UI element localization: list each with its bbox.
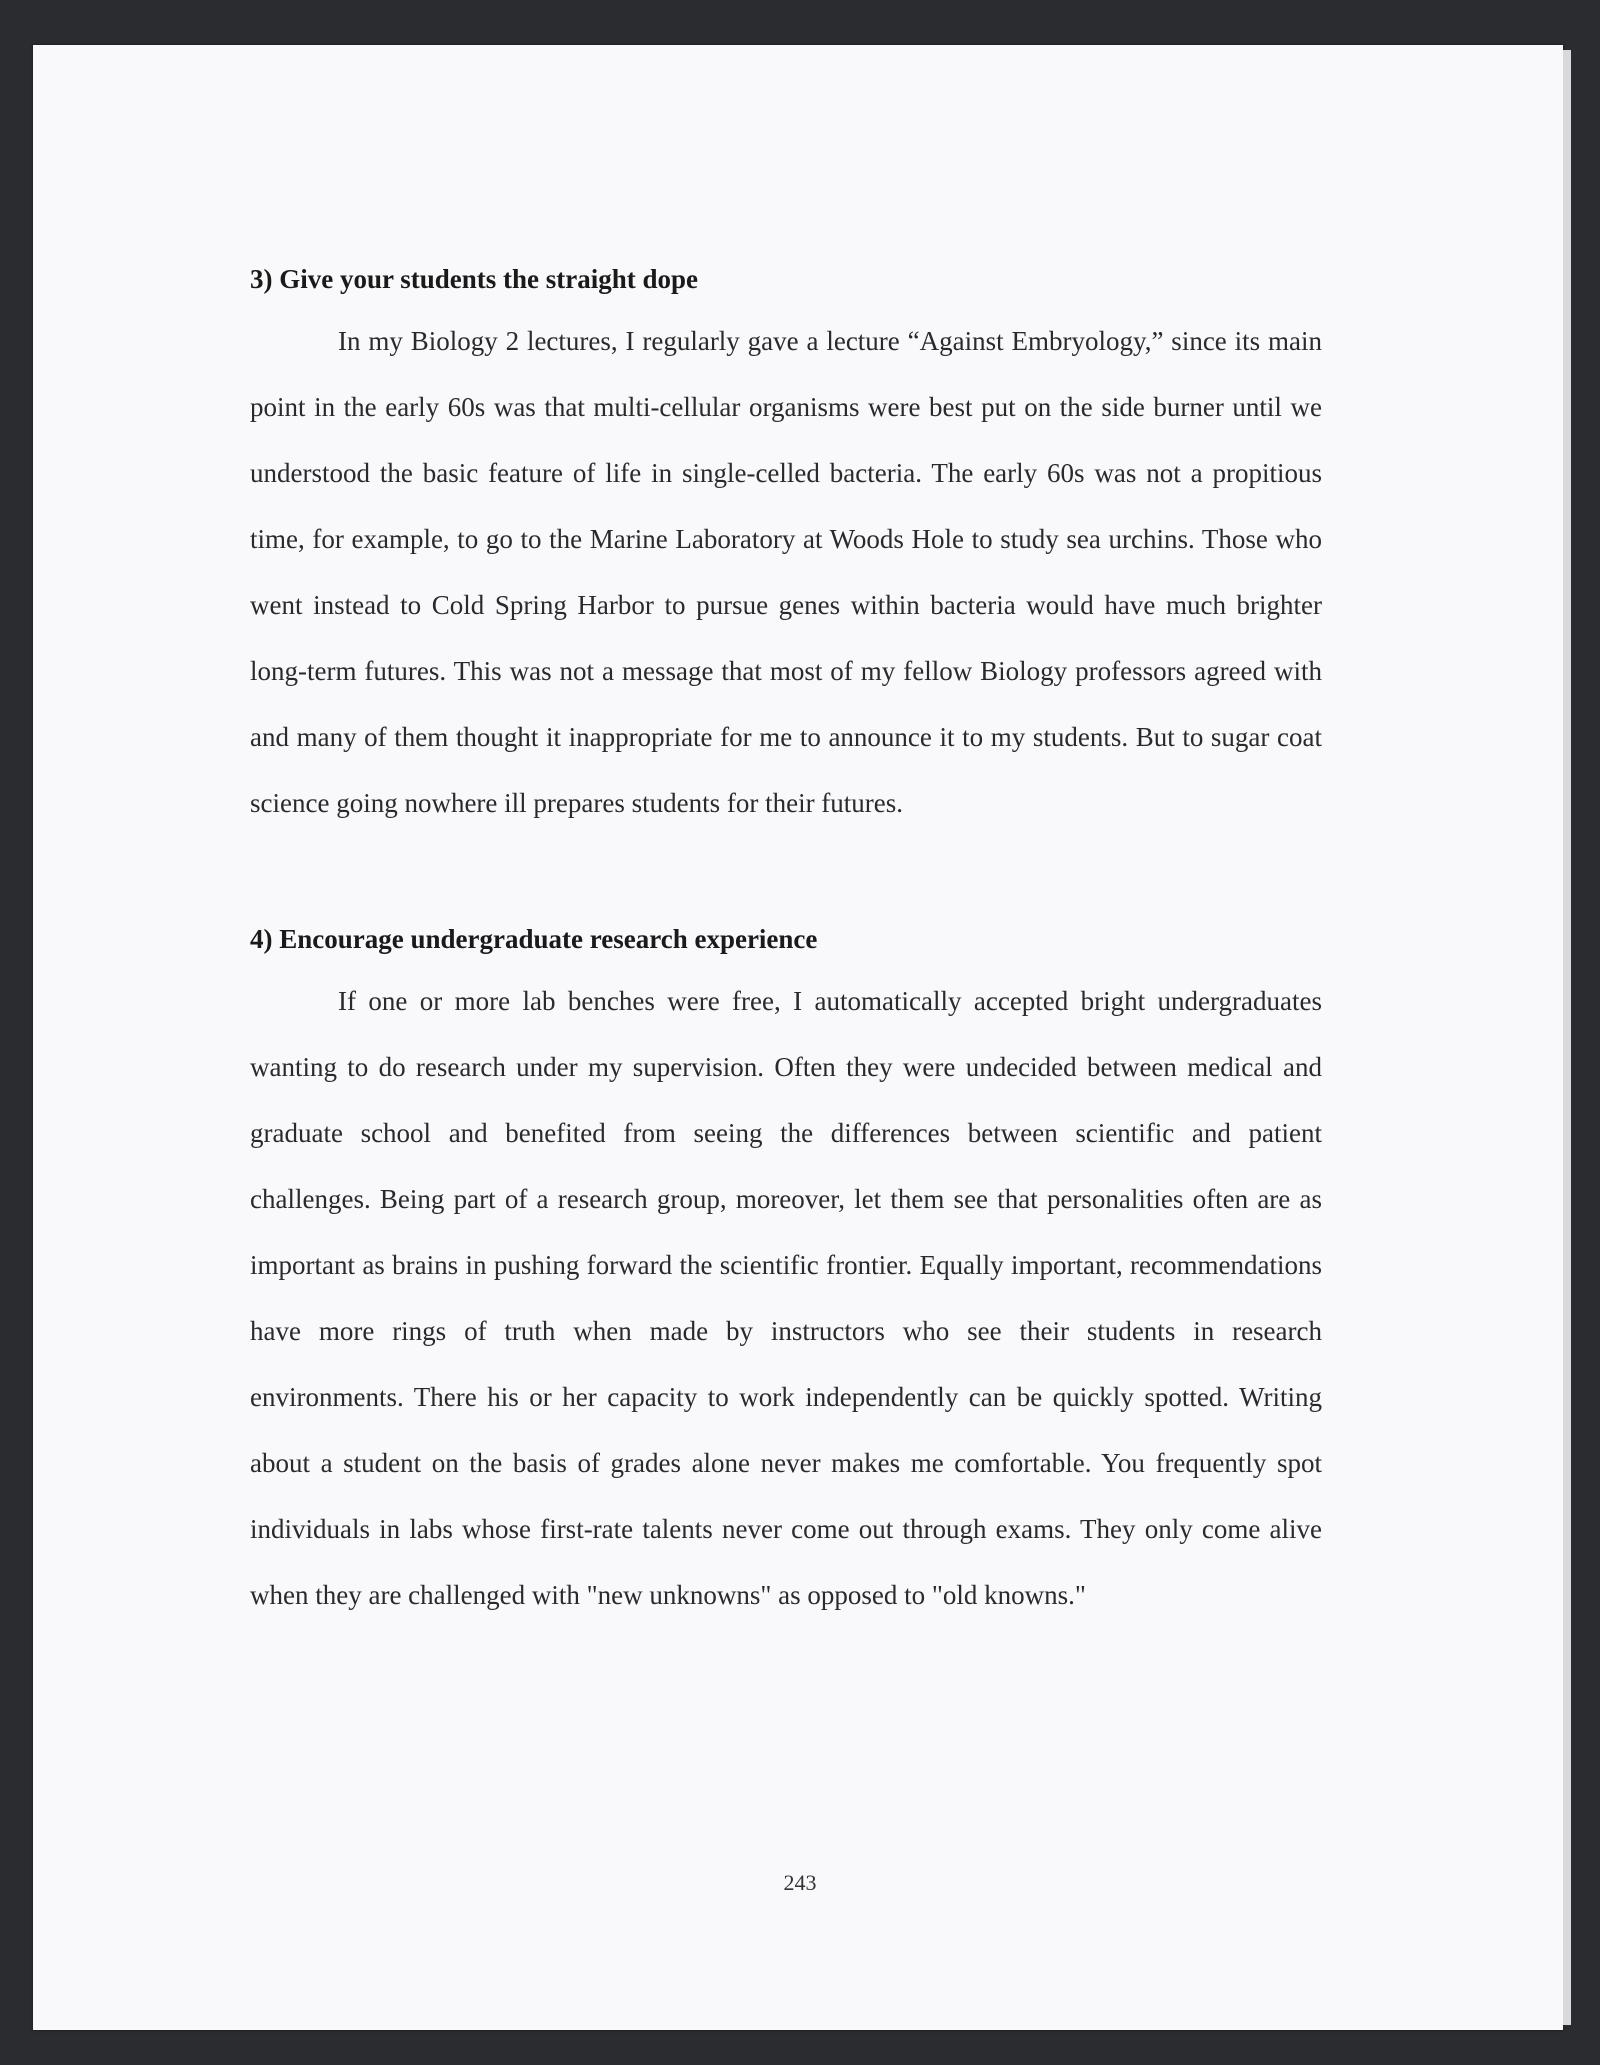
section-heading: 4) Encourage undergraduate research experience (250, 924, 818, 954)
page-number: 243 (783, 1870, 817, 1895)
section-heading: 3) Give your students the straight dope (250, 264, 699, 294)
section-spacer (250, 836, 1322, 922)
page-edge (1563, 50, 1571, 2025)
section-paragraph: In my Biology 2 lectures, I regularly gave a lecture “Against Embryology,” since its main point in the early 60s was that multi-cellular organisms were best put on the side burner until we understood the basic feature of life in single-celled bacteria. The early 60s was not a propitious time, for example, to go to the Marine Laboratory at Woods Hole to study sea urchins. Those who went instead to Cold Spring Harbor to pursue genes within bacteria would have much brighter long-term futures. This was not a message that most of my fellow Biology professors agreed with and many of them thought it inappropriate for me to announce it to my students. But to sugar coat science going nowhere ill prepares students for their futures. (250, 326, 1322, 818)
section-paragraph: If one or more lab benches were free, I automatically accepted bright undergraduates wanting to do research under my supervision. Often they were undecided between medical and graduate school and benefited from seeing the differences between scientific and patient challenges. Being part of a research group, moreover, let them see that personalities often are as important as brains in pushing forward the scientific frontier. Equally important, recommendations have more rings of truth when made by instructors who see their students in research environments. There his or her capacity to work independently can be quickly spotted. Writing about a student on the basis of grades alone never makes me comfortable. You frequently spot individuals in labs whose first-rate talents never come out through exams. They only come alive when they are challenged with "new unknowns" as opposed to "old knowns." (250, 986, 1322, 1610)
section-straight-dope (250, 262, 1322, 836)
page-content (250, 262, 1322, 1628)
section-undergraduate-research (250, 922, 1322, 1628)
